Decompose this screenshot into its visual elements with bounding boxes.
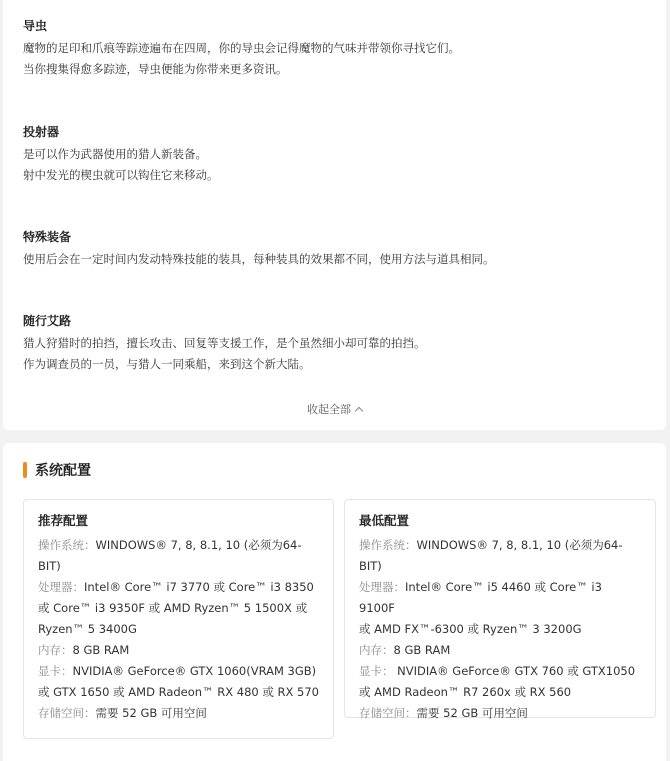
spec-row-cpu: 处理器：Intel® Core™ i7 3770 或 Core™ i3 8350 或 Core™ i3 9350F 或 AMD Ryzen™ 5 1500X 或 Ryzen™ 5 3400G <box>38 580 314 636</box>
spec-row-memory: 内存：8 GB RAM <box>38 643 130 657</box>
chevron-up-icon <box>355 407 363 415</box>
feature-text: 是可以作为武器使用的猎人新装备。 <box>23 147 207 161</box>
spec-title: 推荐配置 <box>38 513 89 528</box>
spec-row-os: 操作系统：WINDOWS® 7, 8, 8.1, 10 (必须为64- BIT) <box>38 538 302 573</box>
feature-text: 当你搜集得愈多踪迹，导虫便能为你带来更多资讯。 <box>23 62 288 76</box>
spec-row-storage: 存储空间：需要 52 GB 可用空间 <box>38 706 207 720</box>
minimum-spec-box <box>344 499 656 718</box>
feature-text: 使用后会在一定时间内发动特殊技能的装具，每种装具的效果都不同，使用方法与道具相同。 <box>23 252 495 266</box>
recommended-spec-box <box>23 499 334 739</box>
feature-slinger <box>23 124 219 186</box>
feature-text: 射中发光的楔虫就可以钩住它来移动。 <box>23 168 219 182</box>
spec-row-storage: 存储空间：需要 52 GB 可用空间 <box>359 706 528 720</box>
feature-title: 导虫 <box>23 19 48 33</box>
spec-row-cpu: 处理器：Intel® Core™ i5 4460 或 Core™ i3 9100F 或 AMD FX™-6300 或 Ryzen™ 3 3200G <box>359 580 602 636</box>
spec-row-os: 操作系统：WINDOWS® 7, 8, 8.1, 10 (必须为64- BIT) <box>359 538 623 573</box>
feature-palico <box>23 313 426 375</box>
feature-text: 魔物的足印和爪痕等踪迹遍布在四周，你的导虫会记得魔物的气味并带领你寻找它们。 <box>23 41 460 55</box>
feature-text: 猎人狩猎时的拍挡，擅长攻击、回复等支援工作，是个虽然细小却可靠的拍挡。 <box>23 336 426 350</box>
spec-title: 最低配置 <box>359 513 410 528</box>
collapse-all-button[interactable] <box>3 402 666 418</box>
feature-title: 特殊装备 <box>23 230 72 244</box>
feature-special-gear <box>23 229 495 270</box>
feature-title: 投射器 <box>23 125 60 139</box>
feature-description-card <box>3 0 666 430</box>
system-requirements-card <box>3 443 666 761</box>
spec-row-gpu: 显卡： NVIDIA® GeForce® GTX 760 或 GTX1050 或 AMD Radeon™ R7 260x 或 RX 560 <box>359 664 636 699</box>
spec-row-memory: 内存：8 GB RAM <box>359 643 451 657</box>
feature-text: 作为调查员的一员，与猎人一同乘船，来到这个新大陆。 <box>23 357 311 371</box>
spec-row-gpu: 显卡：NVIDIA® GeForce® GTX 1060(VRAM 3GB) 或 GTX 1650 或 AMD Radeon™ RX 480 或 RX 570 <box>38 664 319 699</box>
section-header <box>23 461 91 479</box>
accent-bar <box>23 462 27 478</box>
section-title: 系统配置 <box>35 463 91 479</box>
feature-guide-insects <box>23 18 460 80</box>
feature-title: 随行艾路 <box>23 314 72 328</box>
collapse-all-label: 收起全部 <box>307 403 351 416</box>
